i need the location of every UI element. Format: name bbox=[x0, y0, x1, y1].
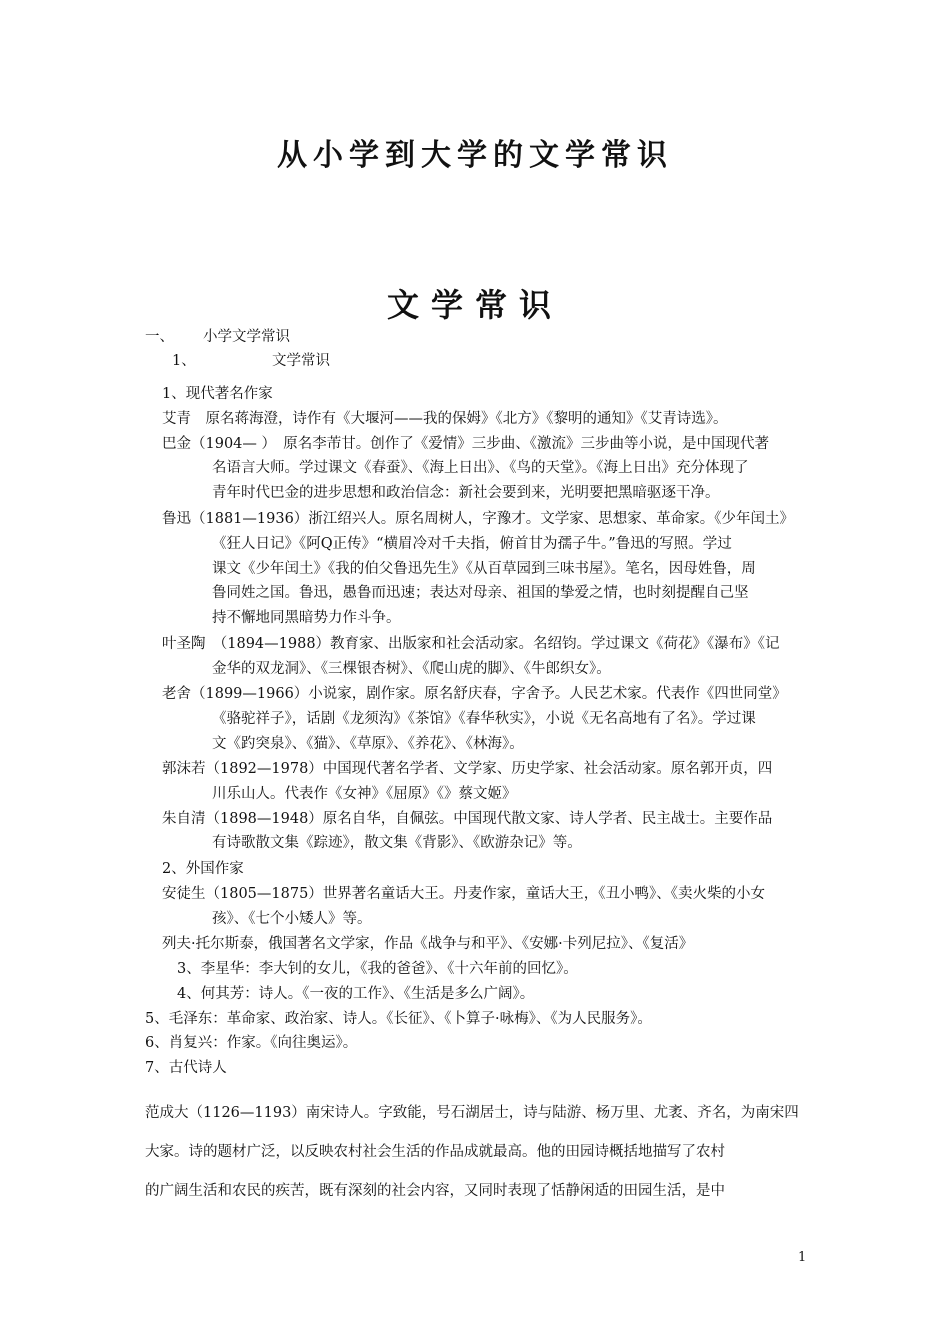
entry-bajin-line1: 巴金（1904— ） 原名李芾甘。创作了《爱情》三步曲、《激流》三步曲等小说，是中国现代著 bbox=[162, 436, 770, 452]
entry-laoshe-line2: 《骆驼祥子》，话剧《龙须沟》《茶馆》《春华秋实》，小说《无名高地有了名》。学过课 bbox=[212, 711, 756, 727]
entry-laoshe-line1: 老舍（1899—1966）小说家，剧作家。原名舒庆春，字舍予。人民艺术家。代表作《四世同堂》 bbox=[162, 686, 787, 702]
section-title: 文学常识 bbox=[386, 286, 563, 324]
item-5-maozedong: 5、毛泽东：革命家、政治家、诗人。《长征》、《卜算子·咏梅》、《为人民服务》。 bbox=[145, 1011, 652, 1027]
entry-luxun-line4: 鲁同姓之国。鲁迅，愚鲁而迅速；表达对母亲、祖国的挚爱之情，也时刻提醒自己坚 bbox=[212, 585, 749, 601]
entry-laoshe-line3: 文《趵突泉》、《猫》、《草原》、《养花》、《林海》。 bbox=[212, 736, 524, 752]
entry-luxun-line5: 持不懈地同黑暗势力作斗争。 bbox=[212, 610, 401, 626]
item-4-heqifang: 4、何其芳：诗人。《一夜的工作》、《生活是多么广阔》。 bbox=[177, 986, 535, 1002]
outline-level1-number: 一、 bbox=[145, 329, 174, 345]
entry-yeshengtao-line2: 金华的双龙洞》、《三棵银杏树》、《爬山虎的脚》、《牛郎织女》。 bbox=[212, 661, 611, 677]
entry-aiqing: 艾青 原名蒋海澄，诗作有《大堰河——我的保姆》《北方》《黎明的通知》《艾青诗选》。 bbox=[162, 411, 728, 427]
entry-zhuziqing-line1: 朱自清（1898—1948）原名自华，自佩弦。中国现代散文家、诗人学者、民主战士。主要作品 bbox=[162, 811, 773, 827]
item-7-ancient-poets: 7、古代诗人 bbox=[145, 1060, 227, 1076]
fanchengda-line3: 的广阔生活和农民的疾苦，既有深刻的社会内容，又同时表现了恬静闲适的田园生活，是中 bbox=[145, 1183, 725, 1199]
outline-level2-text: 文学常识 bbox=[272, 353, 330, 369]
entry-guomoruo-line1: 郭沫若（1892—1978）中国现代著名学者、文学家、历史学家、社会活动家。原名郭开贞，四 bbox=[162, 761, 773, 777]
entry-guomoruo-line2: 川乐山人。代表作《女神》《屈原》《》蔡文姬》 bbox=[212, 786, 517, 802]
entry-bajin-line3: 青年时代巴金的进步思想和政治信念：新社会要到来，光明要把黑暗驱逐干净。 bbox=[212, 485, 720, 501]
item-6-xiaofuxing: 6、肖复兴：作家。《向往奥运》。 bbox=[145, 1035, 358, 1051]
entry-yeshengtao-line1: 叶圣陶 （1894—1988）教育家、出版家和社会活动家。名绍钧。学过课文《荷花》《瀑布》《记 bbox=[162, 636, 780, 652]
entry-luxun-line1: 鲁迅（1881—1936）浙江绍兴人。原名周树人，字豫才。文学家、思想家、革命家。《少年闰土》 bbox=[162, 511, 795, 527]
entry-bajin-line2: 名语言大师。学过课文《春蚕》、《海上日出》、《鸟的天堂》。《海上日出》充分体现了 bbox=[212, 460, 749, 476]
outline-level2-number: 1、 bbox=[172, 353, 196, 369]
entry-zhuziqing-line2: 有诗歌散文集《踪迹》，散文集《背影》、《欧游杂记》等。 bbox=[212, 835, 582, 851]
fanchengda-line2: 大家。诗的题材广泛，以反映农村社会生活的作品成就最高。他的田园诗概括地描写了农村 bbox=[145, 1144, 725, 1160]
fanchengda-line1: 范成大（1126—1193）南宋诗人。字致能，号石湖居士，诗与陆游、杨万里、尤袤、齐名，为南宋四 bbox=[145, 1105, 799, 1121]
outline-level1-text: 小学文学常识 bbox=[203, 329, 290, 345]
page-number: 1 bbox=[798, 1250, 807, 1265]
entry-andersen-line1: 安徒生（1805—1875）世界著名童话大王。丹麦作家，童话大王，《丑小鸭》、《卖火柴的小女 bbox=[162, 886, 766, 902]
entry-tolstoy: 列夫·托尔斯泰，俄国著名文学家，作品《战争与和平》、《安娜·卡列尼拉》、《复活》 bbox=[162, 936, 694, 952]
entry-luxun-line3: 课文《少年闰土》《我的伯父鲁迅先生》《从百草园到三味书屋》。笔名，因母姓鲁，周 bbox=[212, 561, 756, 577]
item-3-lixinghua: 3、李星华：李大钊的女儿，《我的爸爸》、《十六年前的回忆》。 bbox=[177, 961, 578, 977]
subheading-foreign-authors: 2、外国作家 bbox=[162, 861, 244, 877]
document-title: 从小学到大学的文学常识 bbox=[277, 138, 673, 173]
entry-andersen-line2: 孩》、《七个小矮人》等。 bbox=[212, 911, 372, 927]
entry-luxun-line2: 《狂人日记》《阿Q正传》“横眉冷对千夫指，俯首甘为孺子牛。”鲁迅的写照。学过 bbox=[212, 536, 732, 552]
subheading-modern-authors: 1、现代著名作家 bbox=[162, 386, 273, 402]
